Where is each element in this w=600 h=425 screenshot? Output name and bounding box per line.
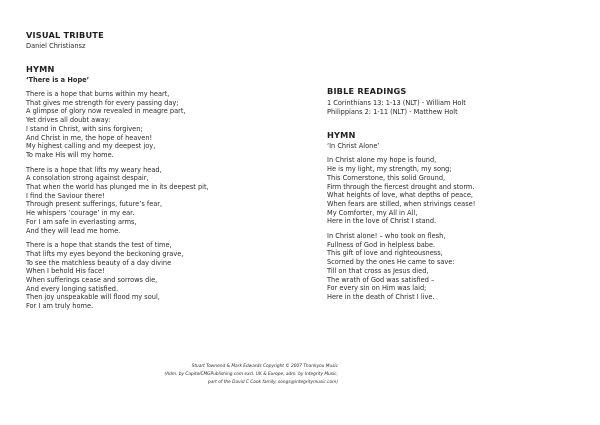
- lyric-line: The wrath of God was satisfied –: [327, 275, 435, 284]
- stanza-3: [26, 241, 286, 311]
- stanza-1: [26, 90, 286, 160]
- left-column: [26, 30, 286, 317]
- lyric-line: I stand in Christ, with sins forgiven;: [26, 124, 143, 133]
- lyric-line: There is a hope that burns within my heart,: [26, 90, 170, 98]
- stanza-2: [327, 232, 577, 302]
- lyric-line: My highest calling and my deepest joy,: [26, 142, 156, 151]
- lyric-line: And every longing satisfied.: [26, 284, 119, 293]
- lyric-line: To make His will my home.: [26, 150, 114, 159]
- lyric-line: Firm through the fiercest drought and storm.: [327, 182, 475, 191]
- lyric-line: In Christ alone my hope is found,: [327, 156, 437, 165]
- lyric-line: My Comforter, my All in All,: [327, 208, 418, 217]
- hymn-title: ‘There is a Hope’: [26, 76, 90, 84]
- lyric-line: Through present sufferings, future’s fear,: [26, 200, 163, 209]
- credit-line: part of the David C Cook family, songs@integritymusic.com): [208, 379, 338, 385]
- lyric-line: Yet drives all doubt away:: [26, 116, 111, 125]
- lyric-line: When I behold His face!: [26, 267, 105, 276]
- lyric-line: Here in the love of Christ I stand.: [327, 217, 437, 226]
- lyric-line: He is my light, my strength, my song;: [327, 165, 452, 174]
- lyric-line: Then joy unspeakable will flood my soul,: [26, 293, 160, 302]
- lyric-line: There is a hope that lifts my weary head,: [26, 165, 162, 174]
- lyric-line: And they will lead me home.: [26, 226, 121, 235]
- hymn-title: ‘In Christ Alone’: [327, 142, 380, 151]
- lyric-line: For I am safe in everlasting arms,: [26, 217, 137, 226]
- hymn-heading: HYMN: [327, 130, 356, 141]
- lyric-line: For I am truly home.: [26, 302, 94, 311]
- lyric-line: In Christ alone! – who took on flesh,: [327, 232, 446, 241]
- bible-readings-heading: BIBLE READINGS: [327, 86, 407, 96]
- lyric-line: This gift of love and righteousness,: [327, 249, 443, 258]
- lyric-line: Scorned by the ones He came to save:: [327, 258, 455, 267]
- lyric-line: A consolation strong against despair,: [26, 174, 149, 183]
- lyric-line: Till on that cross as Jesus died,: [327, 266, 429, 275]
- lyric-line: Fullness of God in helpless babe.: [327, 240, 436, 249]
- stanza-2: [26, 166, 286, 236]
- lyric-line: That when the world has plunged me in its deepest pit,: [26, 183, 209, 192]
- credit-line: Stuart Townend & Mark Edwards Copyright © 2007 Thankyou Music: [191, 364, 338, 369]
- hymn-heading: HYMN: [26, 64, 55, 74]
- lyric-line: When sufferings cease and sorrows die,: [26, 276, 158, 285]
- lyric-line: There is a hope that stands the test of time,: [26, 241, 172, 250]
- lyric-line: To see the matchless beauty of a day divine: [26, 258, 172, 267]
- presenter-name: Daniel Christiansz: [26, 42, 86, 50]
- stanza-1: [327, 156, 577, 226]
- lyric-line: A glimpse of glory now revealed in meagre part,: [26, 107, 186, 116]
- page-title: VISUAL TRIBUTE: [26, 30, 104, 40]
- credit-line: (Adm. by CapitolCMGPublishing.com excl. UK & Europe, adm. by Integrity Music,: [164, 371, 338, 377]
- readings-list: [327, 99, 577, 116]
- lyric-line: Here in the death of Christ I live.: [327, 292, 435, 301]
- lyric-line: That lifts my eyes beyond the beckoning grave,: [26, 249, 184, 258]
- lyric-line: When fears are stilled, when strivings cease!: [327, 199, 476, 208]
- right-column: [327, 86, 577, 308]
- lyric-line: This Cornerstone, this solid Ground,: [327, 173, 446, 182]
- lyric-line: He whispers ‘courage’ in my ear.: [26, 209, 135, 218]
- reading-item: 1 Corinthians 13: 1-13 (NLT) - William Holt: [327, 99, 466, 107]
- lyric-line: And Christ in me, the hope of heaven!: [26, 133, 153, 142]
- copyright-credits: [108, 363, 338, 386]
- lyric-line: That gives me strength for every passing day;: [26, 98, 179, 107]
- lyric-line: For every sin on Him was laid;: [327, 284, 427, 293]
- lyric-line: What heights of love, what depths of peace,: [327, 191, 473, 200]
- reading-item: Philippians 2: 1-11 (NLT) - Matthew Holt: [327, 107, 458, 116]
- lyric-line: I find the Saviour there!: [26, 191, 105, 200]
